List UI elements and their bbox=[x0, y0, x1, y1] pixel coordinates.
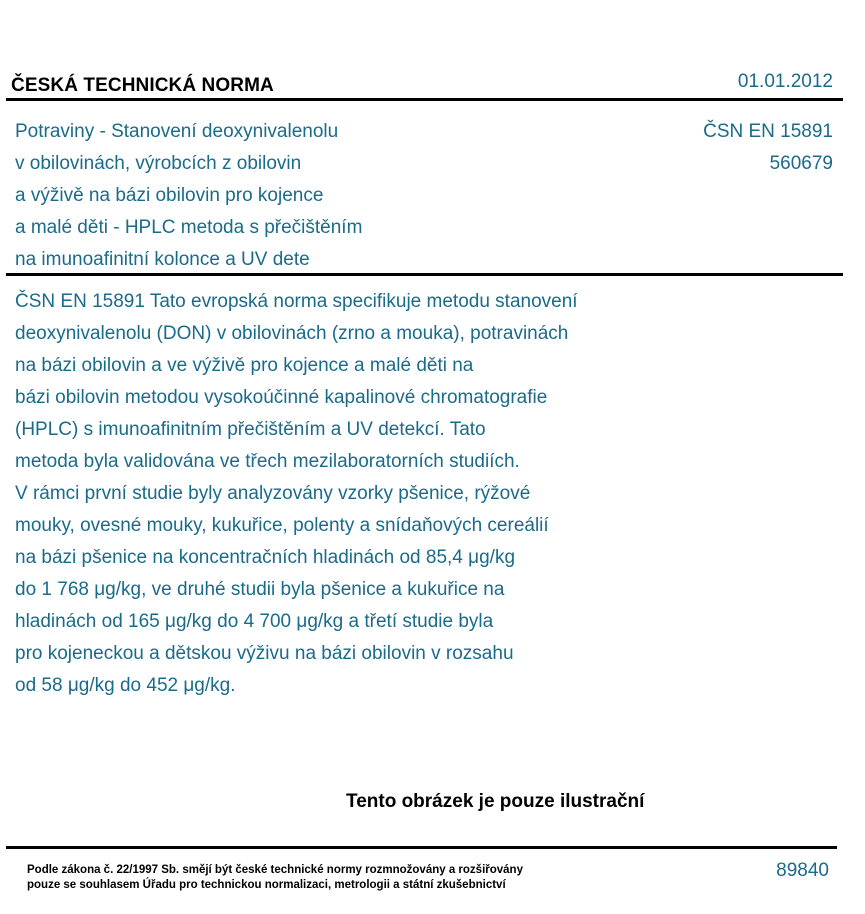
catalog-number: 89840 bbox=[776, 860, 829, 881]
abstract-line: (HPLC) s imunoafinitním přečištěním a UV detekcí. Tato bbox=[15, 419, 486, 440]
abstract-line: na bázi obilovin a ve výživě pro kojence a malé děti na bbox=[15, 355, 474, 376]
legal-notice bbox=[27, 863, 523, 893]
abstract-line: bázi obilovin metodou vysokoúčinné kapalinové chromatografie bbox=[15, 387, 548, 408]
abstract-line: do 1 768 μg/kg, ve druhé studii byla pšenice a kukuřice na bbox=[15, 579, 505, 600]
abstract-line: od 58 μg/kg do 452 μg/kg. bbox=[15, 675, 236, 696]
footer-divider bbox=[6, 846, 837, 849]
abstract-line: mouky, ovesné mouky, kukuřice, polenty a snídaňových cereálií bbox=[15, 515, 549, 536]
title-line: v obilovinách, výrobcích z obilovin bbox=[15, 153, 302, 174]
legal-line: Podle zákona č. 22/1997 Sb. smějí být české technické normy rozmnožovány a rozšiřovány bbox=[27, 864, 523, 876]
title-divider bbox=[6, 273, 843, 276]
title-line: na imunoafinitní koloncе a UV dete bbox=[15, 249, 310, 270]
document-codes bbox=[703, 116, 833, 180]
header-divider bbox=[6, 98, 843, 101]
abstract bbox=[15, 286, 578, 702]
abstract-line: ČSN EN 15891 Tato evropská norma specifikuje metodu stanovení bbox=[15, 291, 578, 312]
title-line: a malé děti - HPLC metoda s přečištěním bbox=[15, 217, 363, 238]
abstract-line: metoda byla validována ve třech mezilaboratorních studiích. bbox=[15, 451, 520, 472]
document-title bbox=[15, 116, 362, 276]
abstract-line: na bázi pšenice na koncentračních hladinách od 85,4 μg/kg bbox=[15, 547, 516, 568]
abstract-line: hladinách od 165 μg/kg do 4 700 μg/kg a třetí studie byla bbox=[15, 611, 494, 632]
title-line: a výživě na bázi obilovin pro kojence bbox=[15, 185, 324, 206]
abstract-line: pro kojeneckou a dětskou výživu na bázi obilovin v rozsahu bbox=[15, 643, 514, 664]
title-line: Potraviny - Stanovení deoxynivalenolu bbox=[15, 121, 339, 142]
header-date: 01.01.2012 bbox=[737, 71, 833, 92]
illustration-note: Tento obrázek je pouze ilustrační bbox=[346, 791, 645, 812]
header-title: ČESKÁ TECHNICKÁ NORMA bbox=[11, 75, 274, 96]
abstract-line: V rámci první studie byly analyzovány vzorky pšenice, rýžové bbox=[15, 483, 531, 504]
legal-line: pouze se souhlasem Úřadu pro technickou normalizaci, metrologii a státní zkušebnictví bbox=[27, 879, 506, 891]
class-code: 560679 bbox=[769, 153, 833, 174]
standard-code: ČSN EN 15891 bbox=[703, 121, 833, 142]
abstract-line: deoxynivalenolu (DON) v obilovinách (zrno a mouka), potravinách bbox=[15, 323, 569, 344]
